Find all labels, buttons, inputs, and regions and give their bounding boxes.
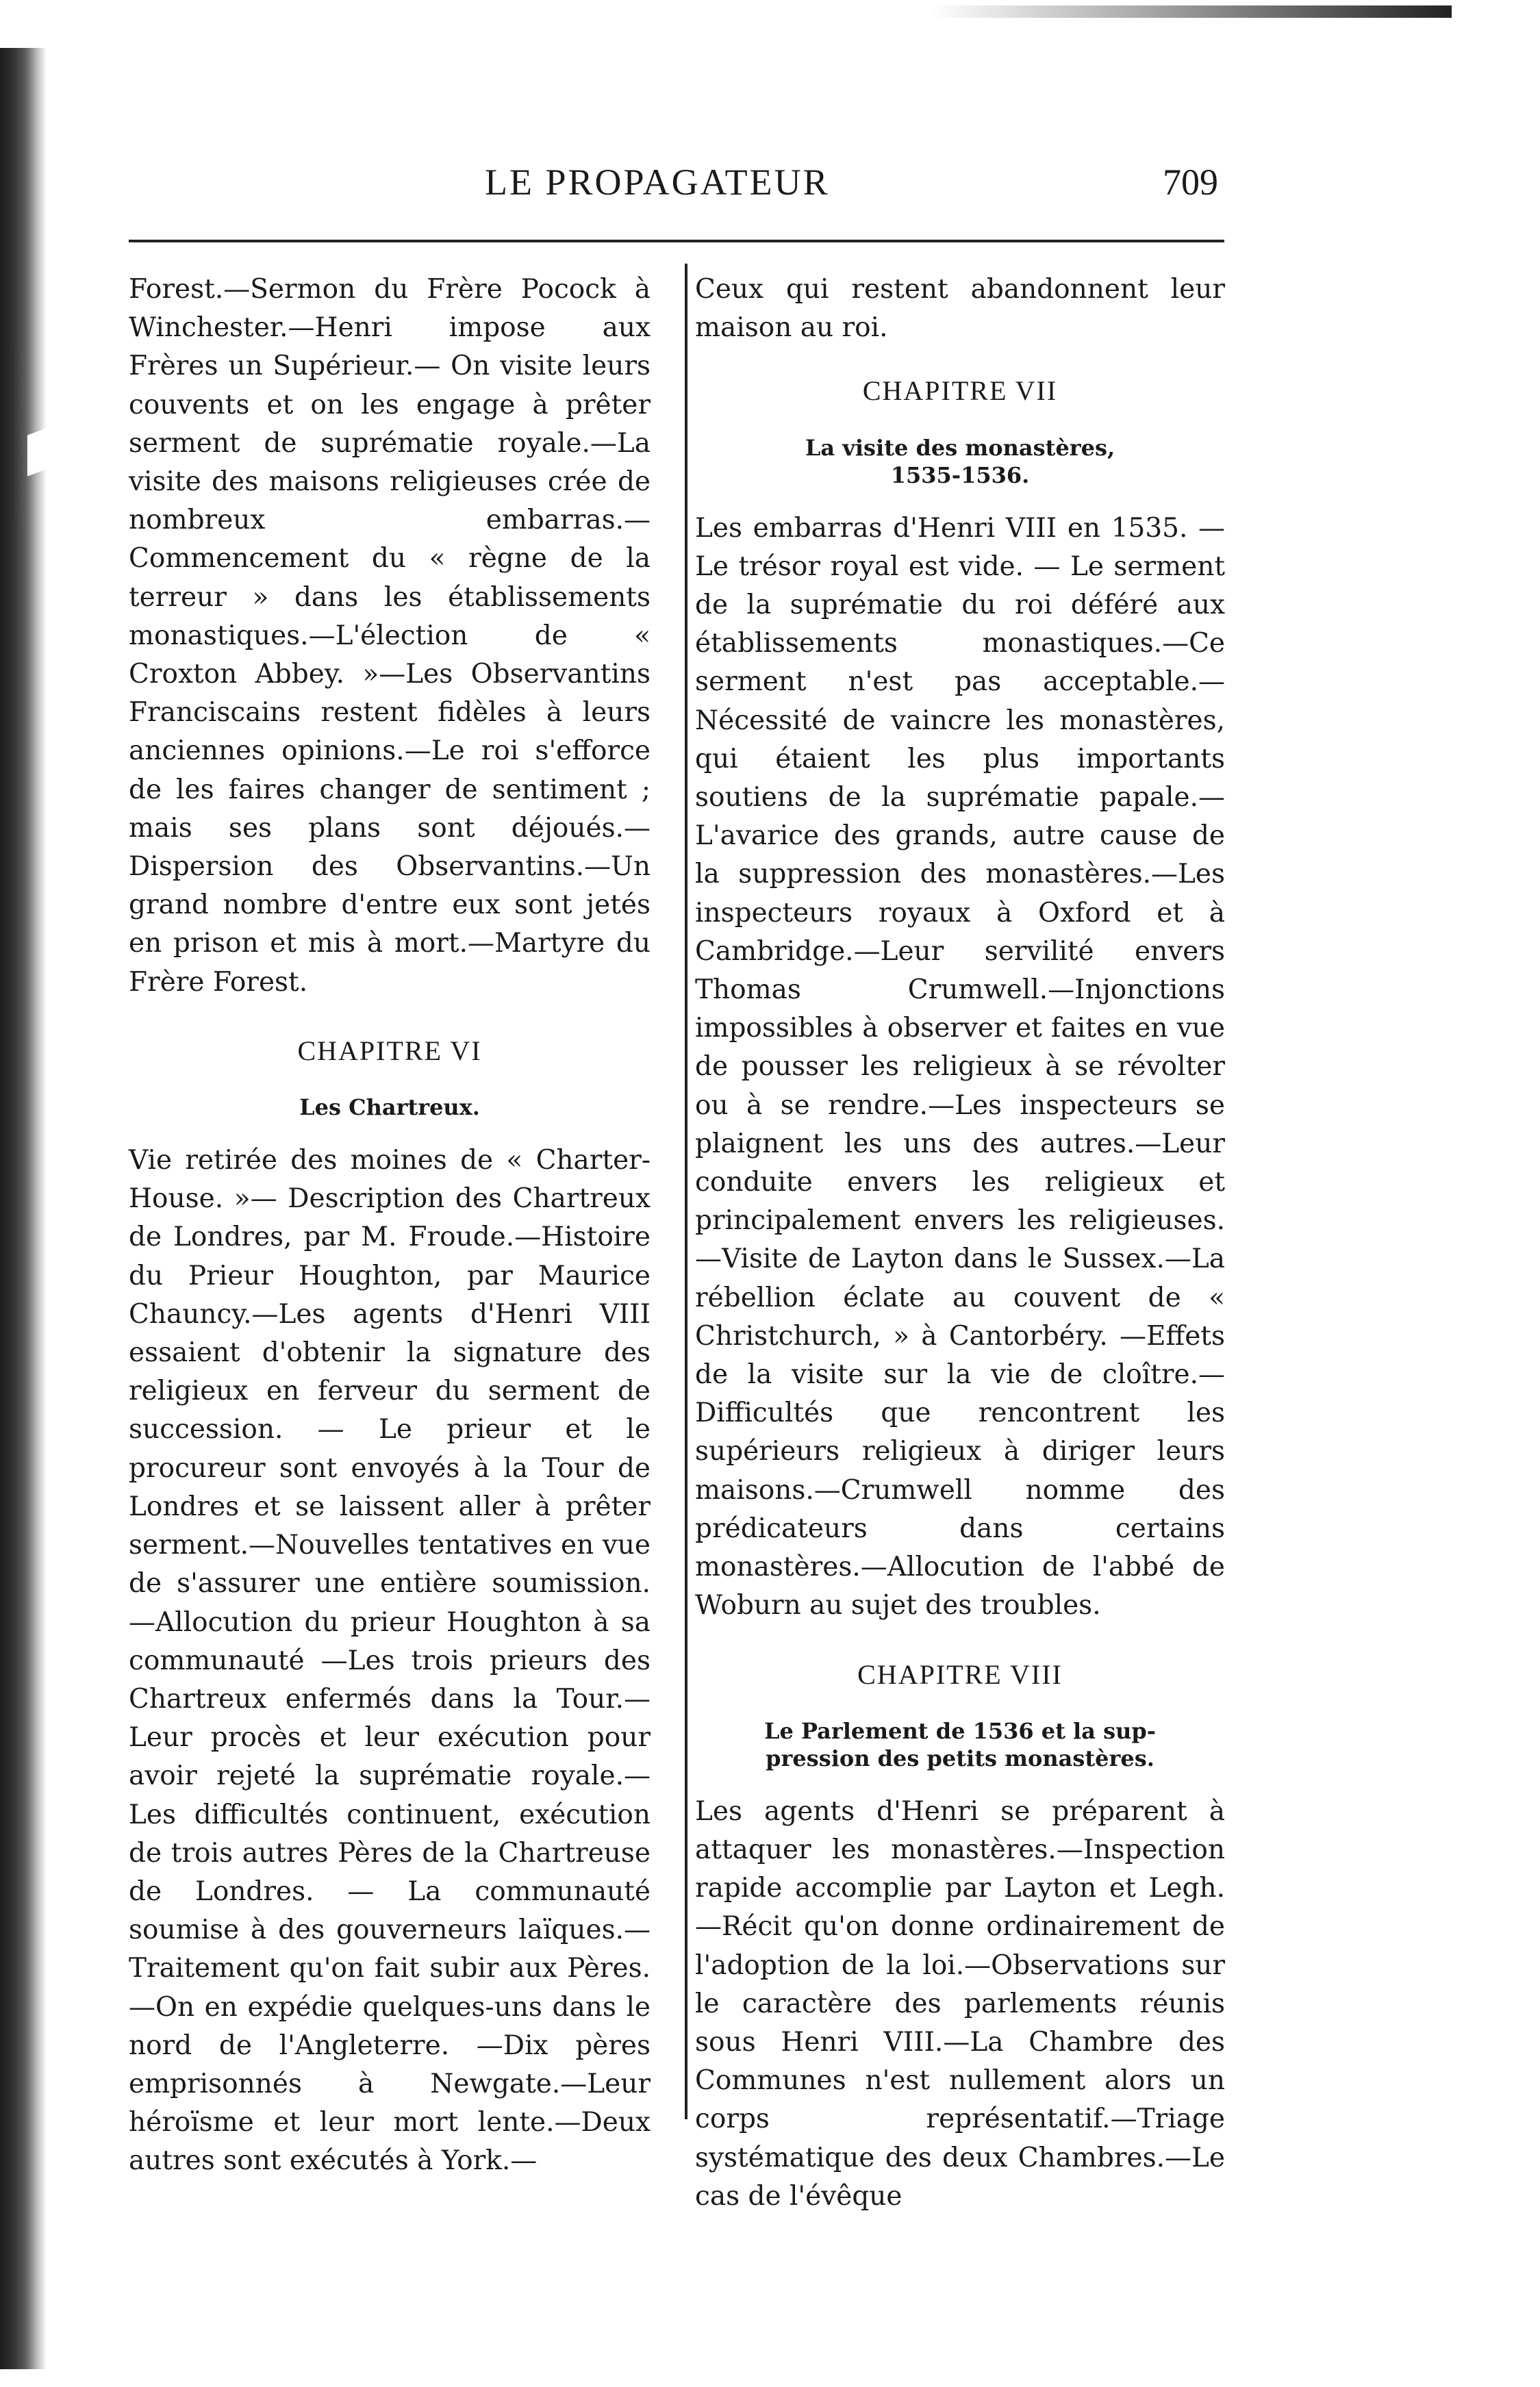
column-divider: [685, 264, 687, 2119]
chapter-6-subtitle: Les Chartreux.: [299, 1094, 480, 1121]
right-paragraph-3: Les agents d'Henri se préparent à attaquer les monastères.—Inspection rapide accomplie par Layton et Legh. —Récit qu'on donne ordinairement de l'adoption de la loi.—Observations sur le caractère des parlements réunis sous Henri VIII.—La Chambre des Communes n'est nullement alors un corps représentatif.—Triage systématique des deux Chambres.—Le cas de l'évêque: [695, 1795, 1225, 2212]
chapter-8-subtitle-line-1: Le Parlement de 1536 et la sup-: [763, 1717, 1157, 1744]
header-rule: [129, 240, 1224, 242]
left-column: [129, 270, 651, 2181]
scan-artifact-top: [931, 5, 1452, 18]
chapter-8-subtitle-line-2: pression des petits monastères.: [766, 1745, 1154, 1771]
chapter-7-subtitle-line-2: 1535-1536.: [890, 462, 1030, 488]
left-paragraph-2: Vie retirée des moines de « Charter-House. »— Description des Chartreux de Londres, par M. Froude.—Histoire du Prieur Houghton, par Maurice Chauncy.—Les agents d'Henri VIII essaient d'obtenir la signature des religieux en ferveur du serment de succession. — Le prieur et le procureur sont envoyés à la Tour de Londres et se laissent aller à prêter serment.—Nouvelles tentatives en vue de s'assurer une entière soumission.—Allocution du prieur Houghton à sa communauté —Les trois prieurs des Chartreux enfermés dans la Tour.—Leur procès et leur exécution pour avoir rejeté la suprématie royale.—Les difficultés continuent, exécution de trois autres Pères de la Chartreuse de Londres. — La communauté soumise à des gouverneurs laïques.—Traitement qu'on fait subir aux Pères.—On en expédie quelques-uns dans le nord de l'Angleterre. —Dix pères emprisonnés à Newgate.—Leur héroïsme et leur mort lente.—Deux autres sont exécutés à York.—: [129, 1145, 651, 2177]
chapter-7-subtitle-line-1: La visite des monastères,: [805, 434, 1115, 461]
right-column: [695, 270, 1225, 2216]
chapter-6-heading: CHAPITRE VI: [297, 1035, 482, 1066]
chapter-8-heading: CHAPITRE VIII: [857, 1658, 1063, 1690]
book-spine-shadow: [0, 48, 47, 2369]
right-paragraph-2: Les embarras d'Henri VIII en 1535. —Le trésor royal est vide. — Le serment de la suprématie du roi déféré aux établissements monastiques.—Ce serment n'est pas acceptable.—Nécessité de vaincre les monastères, qui étaient les plus importants soutiens de la suprématie papale.—L'avarice des grands, autre cause de la suppression des monastères.—Les inspecteurs royaux à Oxford et à Cambridge.—Leur servilité envers Thomas Crumwell.—Injonctions impossibles à observer et faites en vue de pousser les religieux à se révolter ou à se rendre.—Les inspecteurs se plaignent les uns des autres.—Leur conduite envers les religieux et principalement envers les religieuses.—Visite de Layton dans le Sussex.—La rébellion éclate au couvent de « Christchurch, » à Cantorbéry. —Effets de la visite sur la vie de cloître.— Difficultés que rencontrent les supérieurs religieux à diriger leurs maisons.—Crumwell nomme des prédicateurs dans certains monastères.—Allocution de l'abbé de Woburn au sujet des troubles.: [695, 512, 1225, 1621]
running-title: LE PROPAGATEUR: [485, 162, 830, 203]
page-number: 709: [1163, 162, 1218, 203]
chapter-7-subtitle: [695, 434, 1225, 489]
page-header: [129, 161, 1224, 216]
left-paragraph-1: Forest.—Sermon du Frère Pocock à Winchester.—Henri impose aux Frères un Supérieur.— On visite leurs couvents et on les engage à prêter serment de suprématie royale.—La visite des maisons religieuses crée de nombreux embarras.—Commencement du « règne de la terreur » dans les établissements monastiques.—L'élection de « Croxton Abbey. »—Les Observantins Franciscains restent fidèles à leurs anciennes opinions.—Le roi s'efforce de les faires changer de sentiment ; mais ses plans sont déjoués.— Dispersion des Observantins.—Un grand nombre d'entre eux sont jetés en prison et mis à mort.—Martyre du Frère Forest.: [129, 274, 651, 998]
chapter-7-heading: CHAPITRE VII: [862, 375, 1058, 407]
right-paragraph-1: Ceux qui restent abandonnent leur maison au roi.: [695, 274, 1225, 344]
chapter-8-subtitle: [695, 1717, 1225, 1772]
